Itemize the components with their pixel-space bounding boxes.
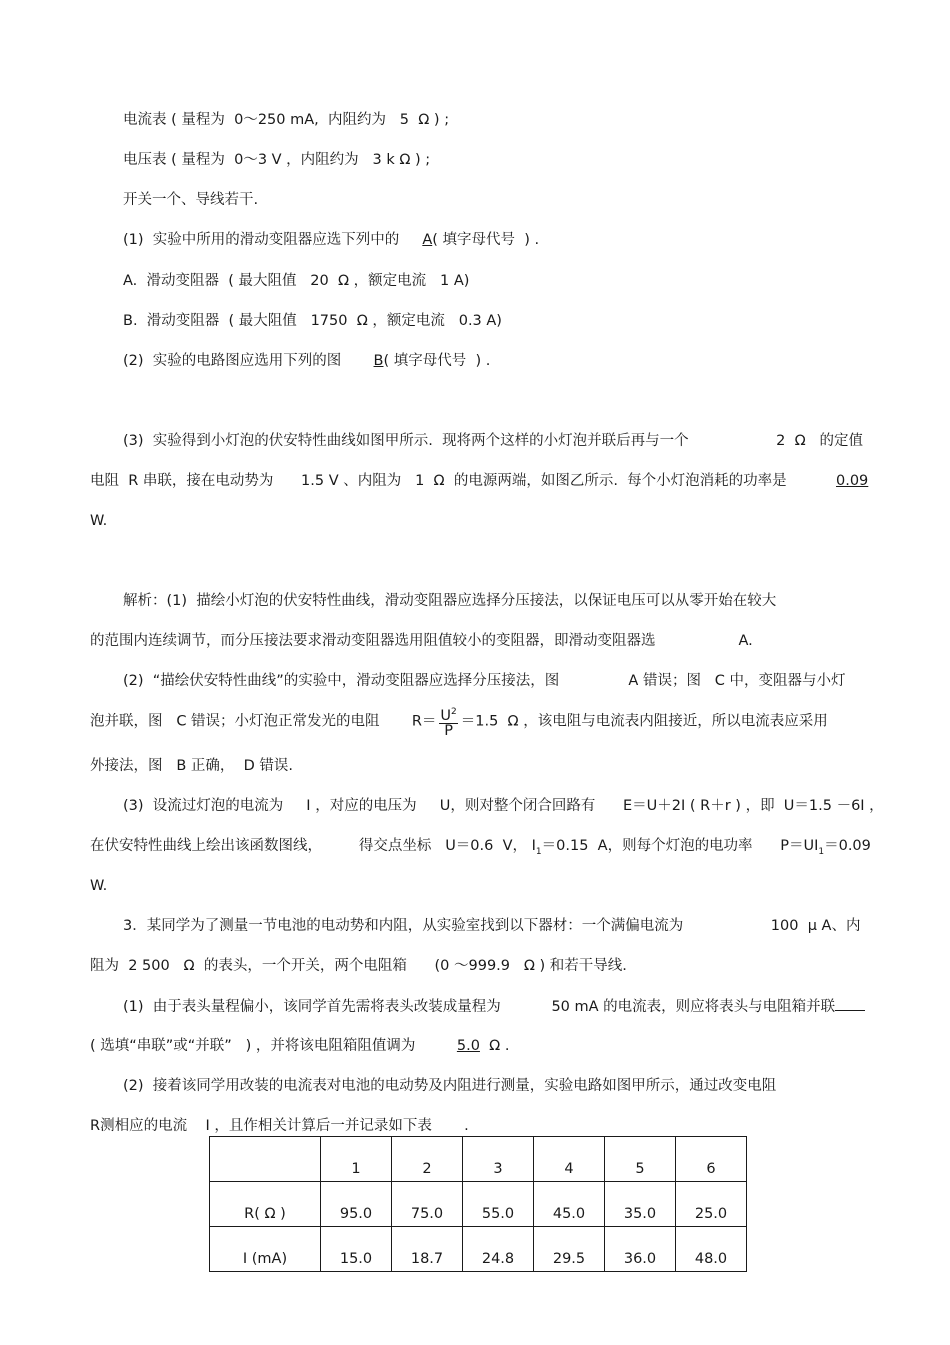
fraction-exponent: 2 xyxy=(451,707,457,717)
table-cell: 18.7 xyxy=(392,1227,463,1272)
question-3-answer: 0.09 xyxy=(836,473,869,489)
fraction-denominator: P xyxy=(444,722,453,739)
solution-line-7-mid: ＝0.15 A，则每个灯泡的电功率 P＝UI xyxy=(541,838,819,854)
table-cell: 15.0 xyxy=(321,1227,392,1272)
subscript-2: 1 xyxy=(818,846,825,857)
solution-line-1: 解析：(1) 描绘小灯泡的伏安特性曲线，滑动变阻器应选择分压接法，以保证电压可以从零开始在较大 xyxy=(123,593,777,609)
question-1 xyxy=(123,230,539,250)
table-header-cell: 6 xyxy=(676,1137,747,1182)
ammeter-line: 电流表 ( 量程为 0～250 mA, 内阻约为 5 Ω ) ; xyxy=(123,112,450,128)
question-1-text: (1) 实验中所用的滑动变阻器应选下列中的 xyxy=(123,232,423,248)
answer-blank xyxy=(835,996,865,1011)
question-2 xyxy=(123,351,490,371)
switch-line: 开关一个、导线若干. xyxy=(123,192,259,208)
problem-3-q1-text: (1) 由于表头量程偏小，该同学首先需将表头改装成量程为 50 mA 的电流表，则应将表头与电阻箱并联 xyxy=(123,999,836,1015)
question-3-line-2: 电阻 R 串联，接在电动势为 1.5 V 、内阻为 1 Ω 的电源两端，如图乙所示. 每个小灯泡消耗的功率是 xyxy=(90,473,787,489)
problem-3-line-2: 阻为 2 500 Ω 的表头，一个开关，两个电阻箱 (0 ～999.9 Ω ) 和若干导线. xyxy=(90,958,627,974)
solution-line-7 xyxy=(90,836,871,862)
table-cell: 75.0 xyxy=(392,1182,463,1227)
problem-3-q1-line-2 xyxy=(90,1036,509,1056)
fraction-numerator: U xyxy=(440,707,452,724)
option-a: A. 滑动变阻器 ( 最大阻值 20 Ω ，额定电流 1 A) xyxy=(123,273,470,289)
question-1-suffix: ( 填字母代号 ) . xyxy=(432,232,540,248)
table-cell: 48.0 xyxy=(676,1227,747,1272)
subscript-1: 1 xyxy=(535,846,542,857)
table-cell: R( Ω ) xyxy=(210,1182,321,1227)
table-cell: 45.0 xyxy=(534,1182,605,1227)
table-cell: 36.0 xyxy=(605,1227,676,1272)
table-header-cell: 4 xyxy=(534,1137,605,1182)
problem-3-q1-text-2: ( 选填“串联”或“并联” ) ，并将该电阻箱阻值调为 xyxy=(90,1038,457,1054)
table-row xyxy=(210,1227,747,1272)
table-header-row xyxy=(210,1137,747,1182)
solution-line-4-tail: ＝1.5 Ω ，该电阻与电流表内阻接近，所以电流表应采用 xyxy=(460,713,828,730)
question-3-line-3: W. xyxy=(90,513,108,529)
table-cell: 35.0 xyxy=(605,1182,676,1227)
table-cell: 55.0 xyxy=(463,1182,534,1227)
question-2-answer: B xyxy=(373,353,384,369)
question-2-text: (2) 实验的电路图应选用下列的图 xyxy=(123,353,374,369)
option-b: B. 滑动变阻器 ( 最大阻值 1750 Ω ，额定电流 0.3 A) xyxy=(123,313,502,329)
solution-line-2: 的范围内连续调节，而分压接法要求滑动变阻器选用阻值较小的变阻器，即滑动变阻器选 A. xyxy=(90,633,753,649)
solution-line-3: (2) “描绘伏安特性曲线”的实验中，滑动变阻器应选择分压接法，图 A 错误；图 C 中，变阻器与小灯 xyxy=(123,673,846,689)
table-header-cell xyxy=(210,1137,321,1182)
solution-line-7-text: 在伏安特性曲线上绘出该函数图线， 得交点坐标 U＝0.6 V， I xyxy=(90,838,536,854)
solution-line-8: W. xyxy=(90,878,108,894)
solution-line-6: (3) 设流过灯泡的电流为 I ，对应的电压为 U，则对整个闭合回路有 E＝U＋2I ( R＋r ) ，即 U＝1.5 －6I ， xyxy=(123,798,884,814)
table-cell: I (mA) xyxy=(210,1227,321,1272)
table-header-cell: 1 xyxy=(321,1137,392,1182)
question-1-answer: A xyxy=(422,232,433,248)
question-2-suffix: ( 填字母代号 ) . xyxy=(383,353,491,369)
solution-line-4-text: 泡并联，图 C 错误；小灯泡正常发光的电阻 R＝ xyxy=(90,713,437,730)
table-cell: 24.8 xyxy=(463,1227,534,1272)
solution-line-7-end: ＝0.09 xyxy=(824,838,871,854)
voltmeter-line: 电压表 ( 量程为 0～3 V ，内阻约为 3 k Ω ) ; xyxy=(123,152,431,168)
problem-3-q1-line-1 xyxy=(123,996,865,1017)
problem-3-q2-line-1: (2) 接着该同学用改装的电流表对电池的电动势及内阻进行测量，实验电路如图甲所示，通过改变电阻 xyxy=(123,1078,777,1094)
table-header-cell: 3 xyxy=(463,1137,534,1182)
table-cell: 25.0 xyxy=(676,1182,747,1227)
table-cell: 29.5 xyxy=(534,1227,605,1272)
table-header-cell: 5 xyxy=(605,1137,676,1182)
question-3-line-1: (3) 实验得到小灯泡的伏安特性曲线如图甲所示. 现将两个这样的小灯泡并联后再与一个 2 Ω 的定值 xyxy=(123,433,864,449)
problem-3-line-1: 3．某同学为了测量一节电池的电动势和内阻，从实验室找到以下器材：一个满偏电流为 100 μ A、内 xyxy=(123,918,861,934)
table-row xyxy=(210,1182,747,1227)
problem-3-q1-unit: Ω . xyxy=(479,1038,510,1054)
table-cell: 95.0 xyxy=(321,1182,392,1227)
table-header-cell: 2 xyxy=(392,1137,463,1182)
solution-line-4 xyxy=(90,705,828,738)
data-table xyxy=(209,1136,747,1272)
problem-3-q1-answer: 5.0 xyxy=(456,1038,480,1054)
problem-3-q2-line-2: R测相应的电流 I ，且作相关计算后一并记录如下表 . xyxy=(90,1118,469,1134)
resistance-fraction xyxy=(439,705,457,738)
solution-line-5: 外接法，图 B 正确， D 错误. xyxy=(90,758,293,774)
